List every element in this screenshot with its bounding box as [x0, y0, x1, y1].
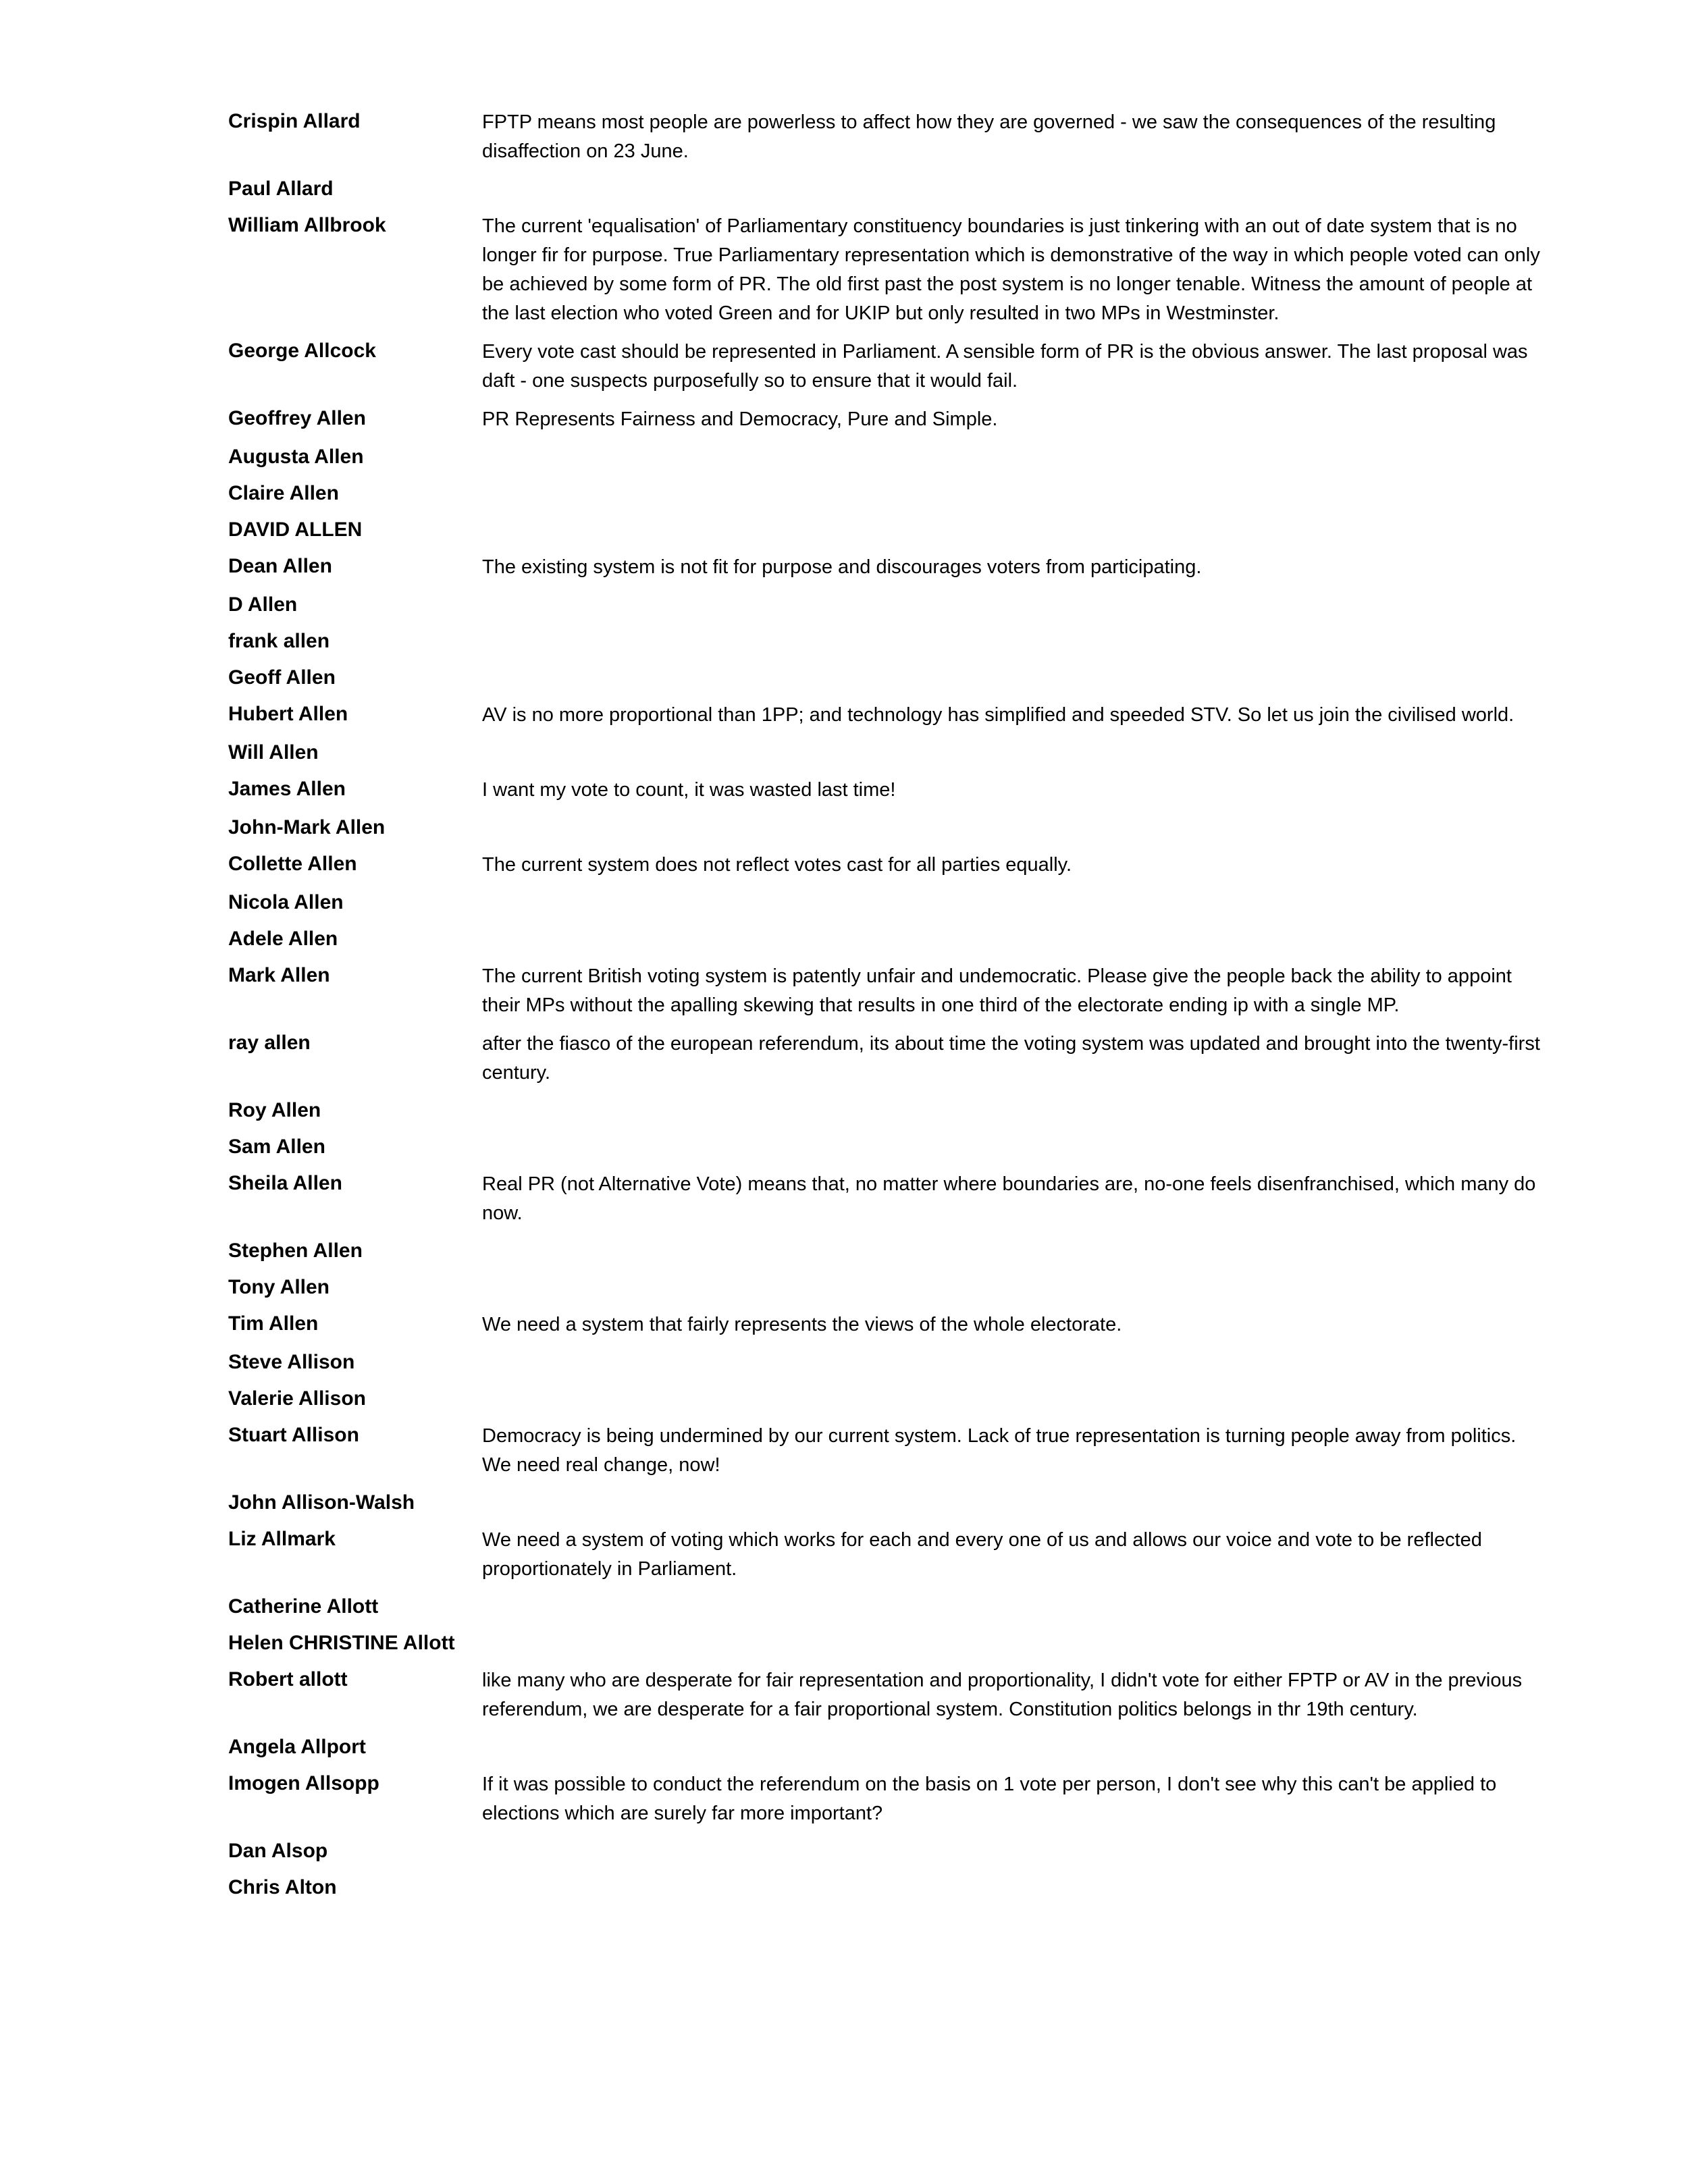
signatory-comment: The current system does not reflect votes cast for all parties equally. — [482, 854, 1072, 876]
signatory-name: Geoff Allen — [228, 666, 336, 689]
signatory-list — [228, 108, 1545, 1911]
list-item — [228, 1385, 1545, 1412]
signatory-name: Geoffrey Allen — [228, 407, 366, 429]
signatory-name: Hubert Allen — [228, 703, 348, 725]
list-item — [228, 701, 1545, 730]
list-item — [228, 1593, 1545, 1620]
signatory-comment: We need a system that fairly represents the views of the whole electorate. — [482, 1314, 1122, 1335]
signatory-comment: Every vote cast should be represented in Parliament. A sensible form of PR is the obvious answer. The last proposal was daft - one suspects purposefully so to ensure that it would fail. — [482, 341, 1528, 392]
signatory-comment: Democracy is being undermined by our current system. Lack of true representation is turning people away from politics. We need real change, now! — [482, 1425, 1516, 1476]
signatory-name: Claire Allen — [228, 482, 339, 504]
list-item — [228, 338, 1545, 396]
list-item — [228, 889, 1545, 916]
signatory-name: Collette Allen — [228, 853, 357, 875]
signatory-comment: after the fiasco of the european referendum, its about time the voting system was updated and brought into the twenty-first century. — [482, 1033, 1540, 1084]
signatory-name: Angela Allport — [228, 1736, 366, 1758]
list-item — [228, 212, 1545, 328]
signatory-name: Sheila Allen — [228, 1172, 342, 1194]
signatory-name: frank allen — [228, 630, 330, 652]
signatory-comment: The current 'equalisation' of Parliamentary constituency boundaries is just tinkering with an out of date system that is no longer fir for purpose. True Parliamentary representation which is demonstrative of the way in which people voted can only be achieved by some form of PR. The old first past the post system is no longer tenable. Witness the amount of people at the last election who voted Green and for UKIP but only resulted in two MPs in Westminster. — [482, 215, 1540, 324]
signatory-comment: AV is no more proportional than 1PP; and technology has simplified and speeded STV. So let us join the civilised world. — [482, 704, 1514, 726]
signatory-name: Catherine Allott — [228, 1595, 379, 1618]
list-item — [228, 1274, 1545, 1301]
signatory-comment: We need a system of voting which works for each and every one of us and allows our voice and vote to be reflected proportionately in Parliament. — [482, 1529, 1482, 1580]
signatory-comment: like many who are desperate for fair representation and proportionality, I didn't vote for either FPTP or AV in the previous referendum, we are desperate for a fair proportional system. Constitution politics belongs in thr 19th century. — [482, 1670, 1523, 1720]
list-item — [228, 1489, 1545, 1516]
list-item — [228, 1030, 1545, 1088]
list-item — [228, 1838, 1545, 1865]
signatory-name: Valerie Allison — [228, 1387, 366, 1410]
list-item — [228, 739, 1545, 766]
list-item — [228, 405, 1545, 434]
list-item — [228, 591, 1545, 618]
signatory-name: Will Allen — [228, 741, 319, 764]
list-item — [228, 1874, 1545, 1901]
list-item — [228, 1237, 1545, 1264]
signatory-name: Liz Allmark — [228, 1528, 336, 1550]
list-item — [228, 553, 1545, 582]
signatory-name: Steve Allison — [228, 1351, 355, 1373]
list-item — [228, 108, 1545, 166]
list-item — [228, 1666, 1545, 1724]
signatory-name: Sam Allen — [228, 1136, 325, 1158]
list-item — [228, 628, 1545, 655]
list-item — [228, 814, 1545, 841]
list-item — [228, 444, 1545, 471]
signatory-name: Tony Allen — [228, 1276, 329, 1298]
signatory-name: Paul Allard — [228, 178, 334, 200]
signatory-name: Robert allott — [228, 1668, 348, 1690]
signatory-name: Dean Allen — [228, 555, 332, 577]
signatory-comment: FPTP means most people are powerless to affect how they are governed - we saw the consequences of the resulting disaffection on 23 June. — [482, 111, 1496, 162]
signatory-name: Adele Allen — [228, 928, 338, 950]
list-item — [228, 480, 1545, 507]
signatory-name: Chris Alton — [228, 1876, 337, 1898]
list-item — [228, 851, 1545, 880]
list-item — [228, 1134, 1545, 1161]
signatory-name: Stuart Allison — [228, 1424, 359, 1446]
list-item — [228, 1734, 1545, 1761]
signatory-name: Augusta Allen — [228, 446, 364, 468]
signatory-name: Tim Allen — [228, 1312, 319, 1335]
signatory-name: Imogen Allsopp — [228, 1772, 379, 1794]
signatory-comment: Real PR (not Alternative Vote) means that, no matter where boundaries are, no-one feels disenfranchised, which many do now. — [482, 1173, 1536, 1224]
list-item — [228, 1630, 1545, 1657]
signatory-comment: If it was possible to conduct the referendum on the basis on 1 vote per person, I don't see why this can't be applied to elections which are surely far more important? — [482, 1774, 1497, 1824]
list-item — [228, 776, 1545, 805]
list-item — [228, 1310, 1545, 1339]
signatory-name: John-Mark Allen — [228, 816, 386, 838]
signatory-name: Dan Alsop — [228, 1840, 328, 1862]
list-item — [228, 962, 1545, 1020]
signatory-name: Crispin Allard — [228, 110, 361, 132]
signatory-name: Roy Allen — [228, 1099, 321, 1121]
list-item — [228, 1422, 1545, 1480]
signatory-name: Stephen Allen — [228, 1240, 363, 1262]
list-item — [228, 516, 1545, 543]
signatory-name: John Allison-Walsh — [228, 1491, 415, 1514]
list-item — [228, 664, 1545, 691]
signatory-comment: The current British voting system is patently unfair and undemocratic. Please give the people back the ability to appoint their MPs without the apalling skewing that results in one third of the electorate ending ip with a single MP. — [482, 965, 1512, 1016]
list-item — [228, 1170, 1545, 1228]
list-item — [228, 1349, 1545, 1376]
list-item — [228, 1526, 1545, 1584]
signatory-name: Helen CHRISTINE Allott — [228, 1632, 455, 1654]
signatory-name: D Allen — [228, 593, 298, 616]
list-item — [228, 1097, 1545, 1124]
signatory-name: James Allen — [228, 778, 346, 800]
signatory-name: Mark Allen — [228, 964, 330, 986]
signatory-name: Nicola Allen — [228, 891, 344, 913]
list-item — [228, 926, 1545, 953]
signatory-name: George Allcock — [228, 340, 376, 362]
signatory-comment: PR Represents Fairness and Democracy, Pure and Simple. — [482, 408, 998, 430]
signatory-name: ray allen — [228, 1032, 311, 1054]
list-item — [228, 1770, 1545, 1828]
signatory-name: William Allbrook — [228, 214, 386, 236]
signatory-comment: The existing system is not fit for purpose and discourages voters from participating. — [482, 556, 1202, 578]
signatory-comment: I want my vote to count, it was wasted last time! — [482, 779, 896, 801]
list-item — [228, 176, 1545, 203]
signatory-name: DAVID ALLEN — [228, 518, 363, 541]
